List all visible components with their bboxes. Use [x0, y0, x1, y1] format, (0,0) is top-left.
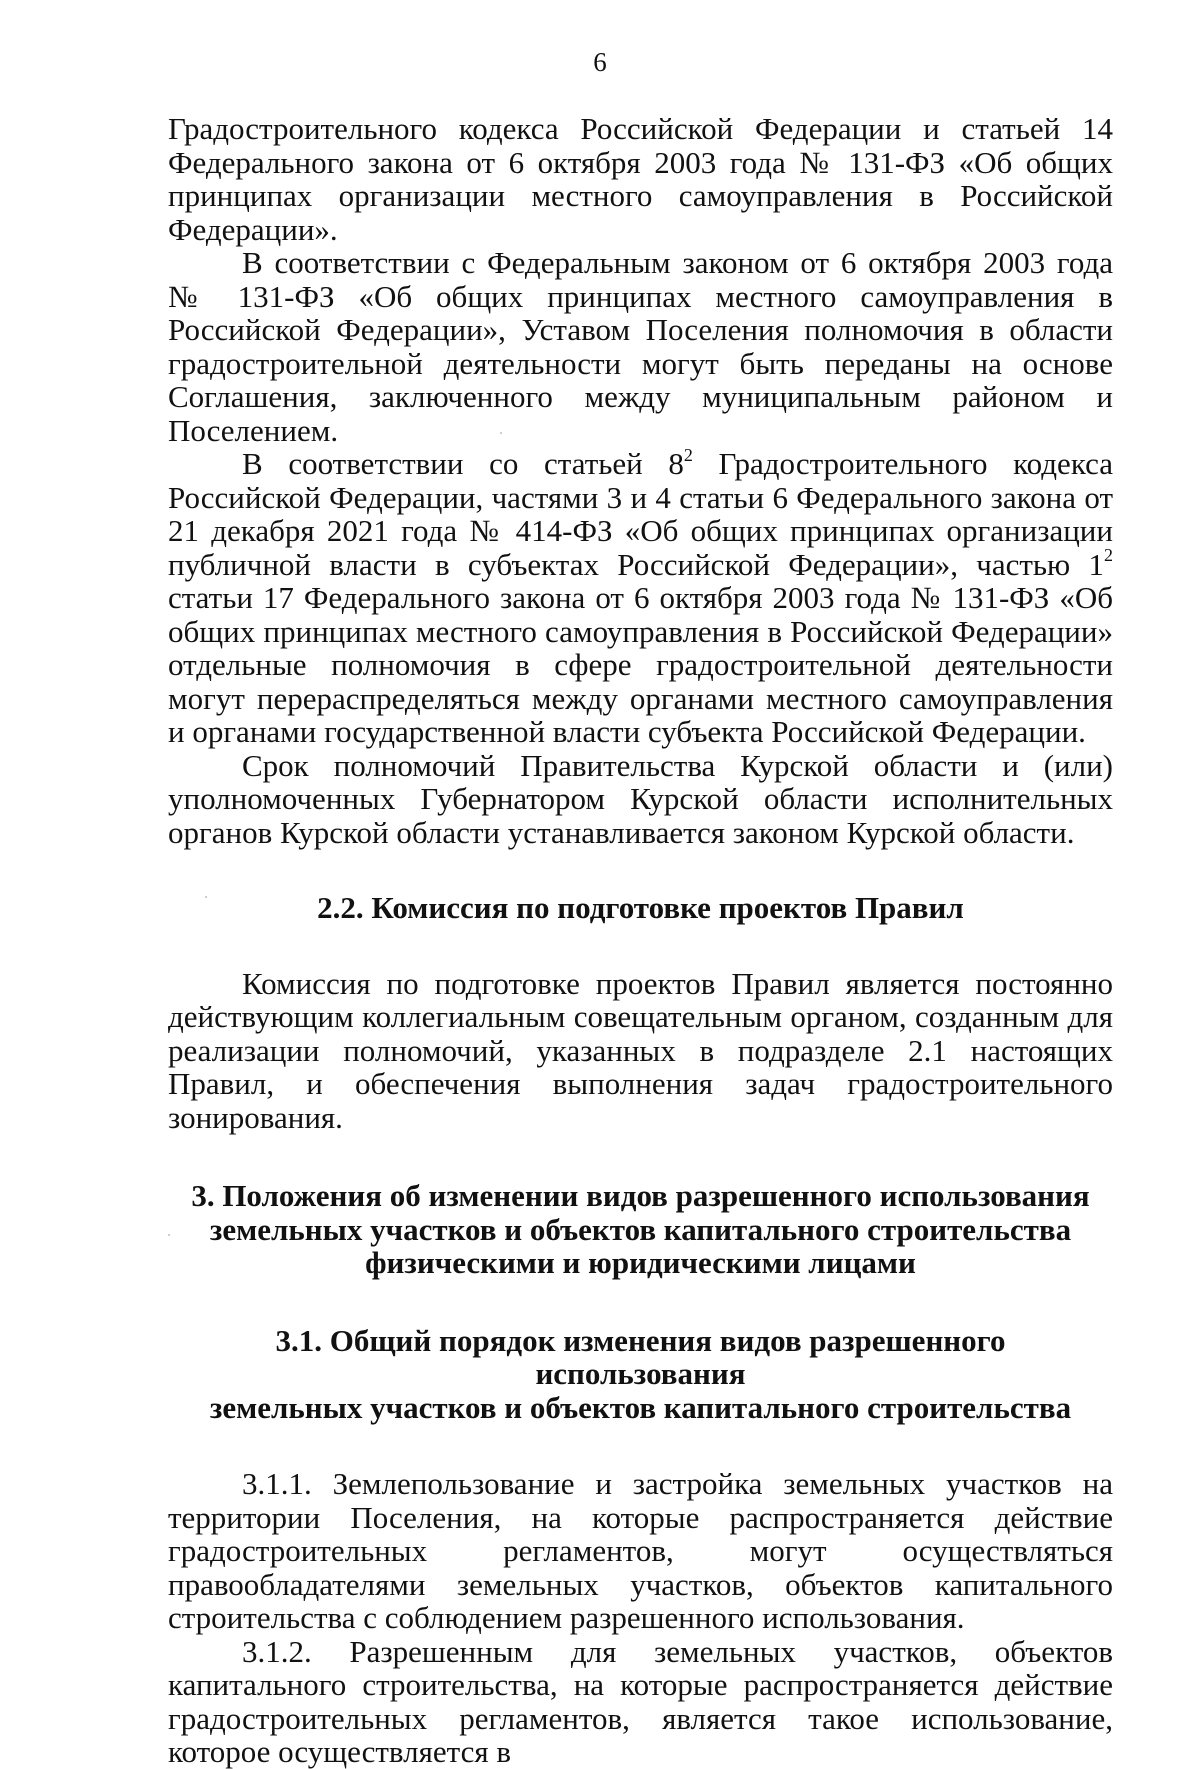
paragraph-3-1-2: 3.1.2. Разрешенным для земельных участков, объектов капитального строительства, на которые распространяется действие градостроительных регламентов, является такое использование, которое осуществляется в — [168, 1633, 1113, 1769]
paragraph-term-of-powers: Срок полномочий Правительства Курской области и (или) уполномоченных Губернатором Курской области исполнительных органов Курской области устанавливается законом Курской области. — [168, 747, 1113, 850]
section-heading-3 — [168, 1179, 1113, 1280]
paragraph-transfer-of-powers: В соответствии с Федеральным законом от 6 октября 2003 года № 131-ФЗ «Об общих принципах местного самоуправления в Российской Федерации», Уставом Поселения полномочия в области градостроительной деятельности могут быть переданы на основе Соглашения, заключенного между муниципальным районом и Поселением. — [168, 245, 1113, 448]
page-number: 6 — [593, 47, 607, 77]
heading-line: 3. Положения об изменении видов разрешенного использования — [191, 1178, 1090, 1213]
heading-line: 3.1. Общий порядок изменения видов разрешенного использования — [275, 1322, 1006, 1391]
heading-line: физическими и юридическими лицами — [365, 1245, 916, 1280]
superscript: 2 — [1104, 545, 1113, 566]
paragraph-continuation: Градостроительного кодекса Российской Федерации и статьей 14 Федерального закона от 6 октября 2003 года № 131-ФЗ «Об общих принципах организации местного самоуправления в Российской Федерации». — [168, 111, 1113, 247]
paragraph-commission: Комиссия по подготовке проектов Правил является постоянно действующим коллегиальным совещательным органом, созданным для реализации полномочий, указанных в подразделе 2.1 настоящих Правил, и обеспечения выполнения задач градостроительного зонирования. — [168, 965, 1113, 1135]
paragraph-3-1-1: 3.1.1. Землепользование и застройка земельных участков на территории Поселения, на которые распространяется действие градостроительных регламентов, могут осуществляться правообладателями земельных участков, объектов капитального строительства с соблюдением разрешенного использования. — [168, 1466, 1113, 1635]
heading-line: земельных участков и объектов капитального строительства — [209, 1389, 1072, 1425]
heading-line: земельных участков и объектов капитального строительства — [209, 1211, 1072, 1247]
section-heading-2-2: 2.2. Комиссия по подготовке проектов Правил — [317, 890, 964, 925]
superscript: 2 — [683, 444, 693, 465]
paragraph-text-part: Градостроительного кодекса Российской Федерации, частями 3 и 4 статьи 6 Федерального закона от 21 декабря 2021 года № 414-ФЗ «Об общих принципах организации публичной власти в субъектах Российской Федерации», частью 1 — [168, 446, 1113, 582]
document-body — [168, 112, 1113, 1769]
paragraph-text-part: В соответствии со статьей 8 — [242, 446, 684, 481]
section-heading-3-1 — [168, 1324, 1113, 1425]
paragraph-text-part: статьи 17 Федерального закона от 6 октября 2003 года № 131-ФЗ «Об общих принципах местного самоуправления в Российской Федерации» отдельные полномочия в сфере градостроительной деятельности могут перераспределяться между органами местного самоуправления и органами государственной власти субъекта Российской Федерации. — [168, 580, 1113, 749]
paragraph-redistribution — [168, 444, 1113, 749]
